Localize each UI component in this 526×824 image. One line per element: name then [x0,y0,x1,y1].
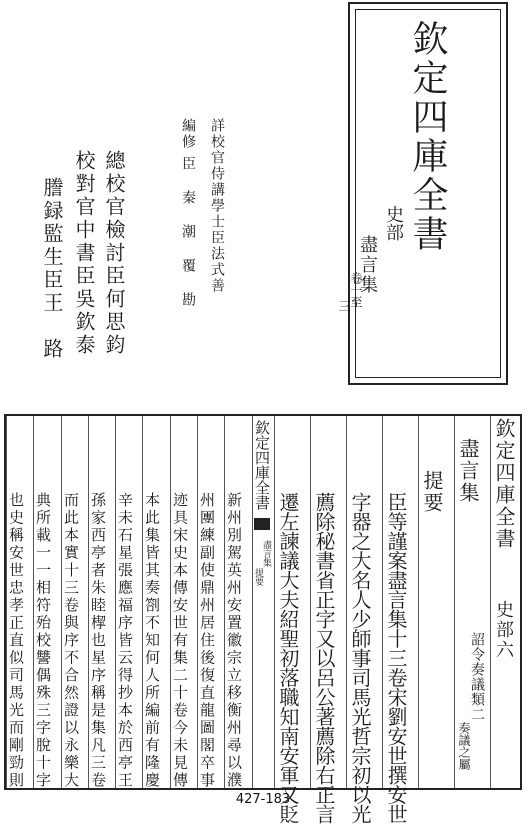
text-column: 而此本實十三卷與序不合然證以永樂大 [62,492,80,790]
spine-band-top [252,414,274,416]
cover-work-title: 盡言集 [357,235,378,295]
column-rule [454,416,455,788]
column-rule [274,416,275,788]
spine-small-tiyao: 提要 [253,568,263,586]
text-column: 州團練副使鼎州居住後復直龍圖閣卒事 [198,492,216,790]
text-column: 新州別駕英州安置徽宗立移衡州尋以濮 [225,492,243,790]
text-column: 薦除秘書省正字又以呂公著薦除右正言 [312,492,336,824]
cover-juan-b: 三 [337,300,351,312]
page-header-section: 史部六 [493,600,514,660]
column-rule [61,416,62,788]
page-header-category-a: 詔令奏議類二 [469,632,485,722]
cover-title-box [337,2,508,385]
cover-section-label: 史部 [383,205,404,241]
text-column: 遷左諫議大夫紹聖初落職知南安軍又貶 [276,492,300,824]
spine-title: 欽定四庫全書 [253,420,271,510]
spine-small-work: 盡言集 [261,540,271,567]
column-rule [115,416,116,788]
credit-compiler-name: 臣 秦 潮 覆 勘 [180,156,196,308]
text-column: 典所載一一相符殆校讐偶殊三字脫十字 [34,492,52,790]
credit-copyist: 謄録監生臣王 路 [40,177,64,361]
cover-inner-border [337,9,501,378]
page-header-title: 欽定四庫全書 [492,418,516,550]
column-rule [490,416,491,788]
text-column: 臣等謹案盡言集十三卷宋劉安世撰安世 [384,492,408,824]
work-title: 盡言集 [456,438,480,504]
credit-collator: 校對官中書臣吳欽泰 [72,150,96,357]
column-rule [418,416,419,788]
column-rule [88,416,89,788]
column-rule [33,416,34,788]
text-column: 孫家西亭者朱睦㮮也星序稱是集凡三卷 [89,492,107,790]
text-column: 也史稱安世忠孝正直似司馬光而剛勁則 [7,492,25,790]
column-rule [170,416,171,788]
column-rule [346,416,347,788]
text-column: 字器之大名人少師事司馬光哲宗初以光 [348,492,372,824]
text-column: 本此集皆其奏劄不知何人所編前有隆慶 [143,492,161,790]
cover-title: 欽定四庫全書 [407,20,448,254]
credit-chief-editor: 總校官檢討臣何思鈞 [102,150,126,357]
column-rule [6,416,7,788]
column-rule [197,416,198,788]
column-rule [142,416,143,788]
column-rule [310,416,311,788]
text-column: 迹具宋史本傳安世有集二十卷今未見傳 [171,492,189,790]
page-number: 427-183 [235,792,291,807]
column-rule [224,416,225,788]
spine-fish-tail [254,518,270,530]
tiyao-heading: 提要 [420,470,444,514]
page-header-category-b: 奏議之屬 [457,722,471,770]
text-column: 辛未石星張應福序皆云得抄本於西亭王 [116,492,134,790]
cover-juan-a: 卷一至 [349,272,363,308]
column-rule [382,416,383,788]
credit-proofreader: 詳校官侍講學士臣法式善 [209,118,225,294]
credit-compiler-role: 編修 [180,118,196,150]
